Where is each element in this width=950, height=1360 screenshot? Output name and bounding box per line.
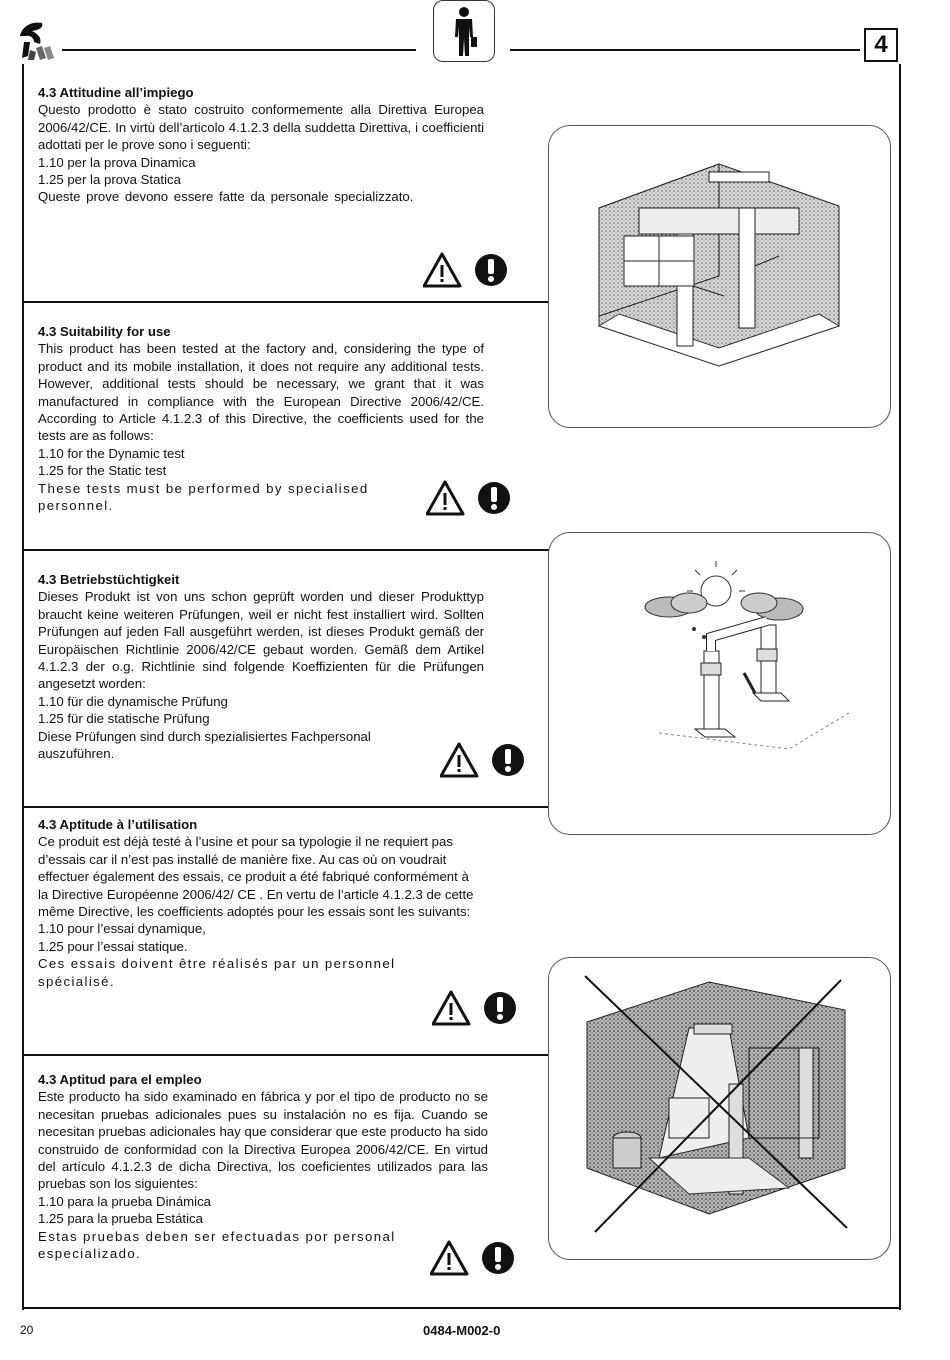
chapter-number: 4 — [864, 28, 898, 62]
crossed-out-lift-illustration — [548, 957, 891, 1260]
coefficient-static: 1.25 pour l’essai statique. — [38, 938, 188, 954]
warning-triangle-icon — [424, 254, 460, 286]
section-body: Dieses Produkt ist von uns schon geprüft worden und dieser Produkttyp braucht keine weiteren Prüfungen, weil er nicht fest installiert wird. Sollten Prüfungen auf jeden Fall ausgeführt werden, ist dieses Produkt gemäß der Europäischen Richtlinie 2006/42/CE gebaut worden. Gemäß dem Artikel 4.1.2.3 der o.g. Richtlinie sind folgende Koeffizienten für die Prüfungen angesetzt worden: — [38, 589, 484, 692]
warning-triangle-icon — [433, 992, 469, 1024]
frame-right — [899, 64, 901, 1310]
section-body: Ce produit est déjà testé à l’usine et pour sa typologie il ne requiert pas d’essais car il n’est pas installé de manière fixe. Au cas où on voudrait effectuer également des essais, ce produit a été fabriqué conformément à la Directive Européenne 2006/42/ CE . En vertu de l’article 4.1.2.3 de cette même Directive, les coefficients adoptés pour les essais sont les suivants: — [38, 834, 474, 920]
outdoor-lift-illustration — [548, 532, 891, 835]
section-closing: Diese Prüfungen sind durch spezialisiertes Fachpersonal auszuführen. — [38, 728, 371, 762]
section-spanish — [38, 1071, 488, 1262]
coefficient-static: 1.25 for the Static test — [38, 463, 167, 479]
rm-logo-icon — [16, 18, 58, 62]
warning-triangle-icon — [427, 482, 463, 514]
exclamation-circle-icon — [484, 992, 516, 1024]
warning-icons — [432, 990, 522, 1031]
coefficient-static: 1.25 per la prova Statica — [38, 172, 181, 188]
warning-icons — [423, 252, 513, 293]
section-title: 4.3 Aptitude à l’utilisation — [38, 817, 198, 832]
frame-bottom — [22, 1307, 901, 1309]
warning-icons — [426, 480, 516, 521]
header-rule-right — [510, 49, 860, 51]
coefficient-dynamic: 1.10 pour l’essai dynamique, — [38, 921, 206, 937]
section-closing: Estas pruebas deben ser efectuadas por personal especializado. — [38, 1228, 396, 1262]
warning-icons — [440, 742, 530, 783]
indoor-lift-illustration — [548, 125, 891, 428]
frame-left — [22, 64, 24, 1310]
coefficient-dynamic: 1.10 per la prova Dinamica — [38, 154, 196, 170]
warning-icons — [430, 1240, 520, 1281]
section-closing: These tests must be performed by specialised personnel. — [38, 480, 369, 514]
section-closing: Ces essais doivent être réalisés par un personnel spécialisé. — [38, 956, 396, 989]
section-closing: Queste prove devono essere fatte da personale specializzato. — [38, 189, 414, 205]
exclamation-circle-icon — [478, 482, 510, 514]
exclamation-circle-icon — [482, 1242, 514, 1274]
section-divider — [22, 549, 557, 551]
section-body: Questo prodotto è stato costruito conformemente alla Direttiva Europea 2006/42/CE. In virtù dell’articolo 4.1.2.3 della suddetta Direttiva, i coefficienti adottati per le prove sono i seguenti: — [38, 102, 484, 153]
coefficient-static: 1.25 für die statische Prüfung — [38, 711, 210, 727]
section-title: 4.3 Attitudine all’impiego — [38, 85, 194, 100]
section-french — [38, 816, 478, 990]
section-body: This product has been tested at the factory and, considering the type of product and its mobile installation, it does not require any additional tests. However, additional tests should be necessary, we grant that it was manufactured in compliance with the European Directive 2006/42/CE. According to Article 4.1.2.3 of this Directive, the coefficients used for the tests are as follows: — [38, 341, 484, 444]
person-icon — [434, 1, 494, 61]
coefficient-dynamic: 1.10 para la prueba Dinámica — [38, 1193, 212, 1209]
operator-box — [433, 0, 495, 62]
section-divider — [22, 806, 559, 808]
section-german — [38, 571, 484, 762]
section-italian — [38, 84, 484, 206]
page-number: 20 — [20, 1323, 34, 1337]
section-english — [38, 323, 484, 514]
coefficient-dynamic: 1.10 für die dynamische Prüfung — [38, 693, 228, 709]
section-body: Este producto ha sido examinado en fábrica y por el tipo de producto no se necesitan pruebas adicionales pues su instalación no es fija. Cuando se necesitan pruebas adicionales hay que considerar que este producto ha sido construido de conformidad con la Directiva Europea 2006/42/CE. En virtud del artículo 4.1.2.3 de dicha Directiva, los coeficientes utilizados para las pruebas son los siguientes: — [38, 1089, 488, 1192]
section-divider — [22, 301, 557, 303]
section-title: 4.3 Betriebstüchtigkeit — [38, 572, 180, 587]
coefficient-dynamic: 1.10 for the Dynamic test — [38, 445, 185, 461]
warning-triangle-icon — [431, 1242, 467, 1274]
header-rule-left — [62, 49, 416, 51]
warning-triangle-icon — [441, 744, 477, 776]
coefficient-static: 1.25 para la prueba Estática — [38, 1211, 203, 1227]
exclamation-circle-icon — [492, 744, 524, 776]
section-divider — [22, 1054, 557, 1056]
document-code: 0484-M002-0 — [423, 1323, 501, 1338]
section-title: 4.3 Suitability for use — [38, 324, 171, 339]
exclamation-circle-icon — [475, 254, 507, 286]
section-title: 4.3 Aptitud para el empleo — [38, 1072, 202, 1087]
